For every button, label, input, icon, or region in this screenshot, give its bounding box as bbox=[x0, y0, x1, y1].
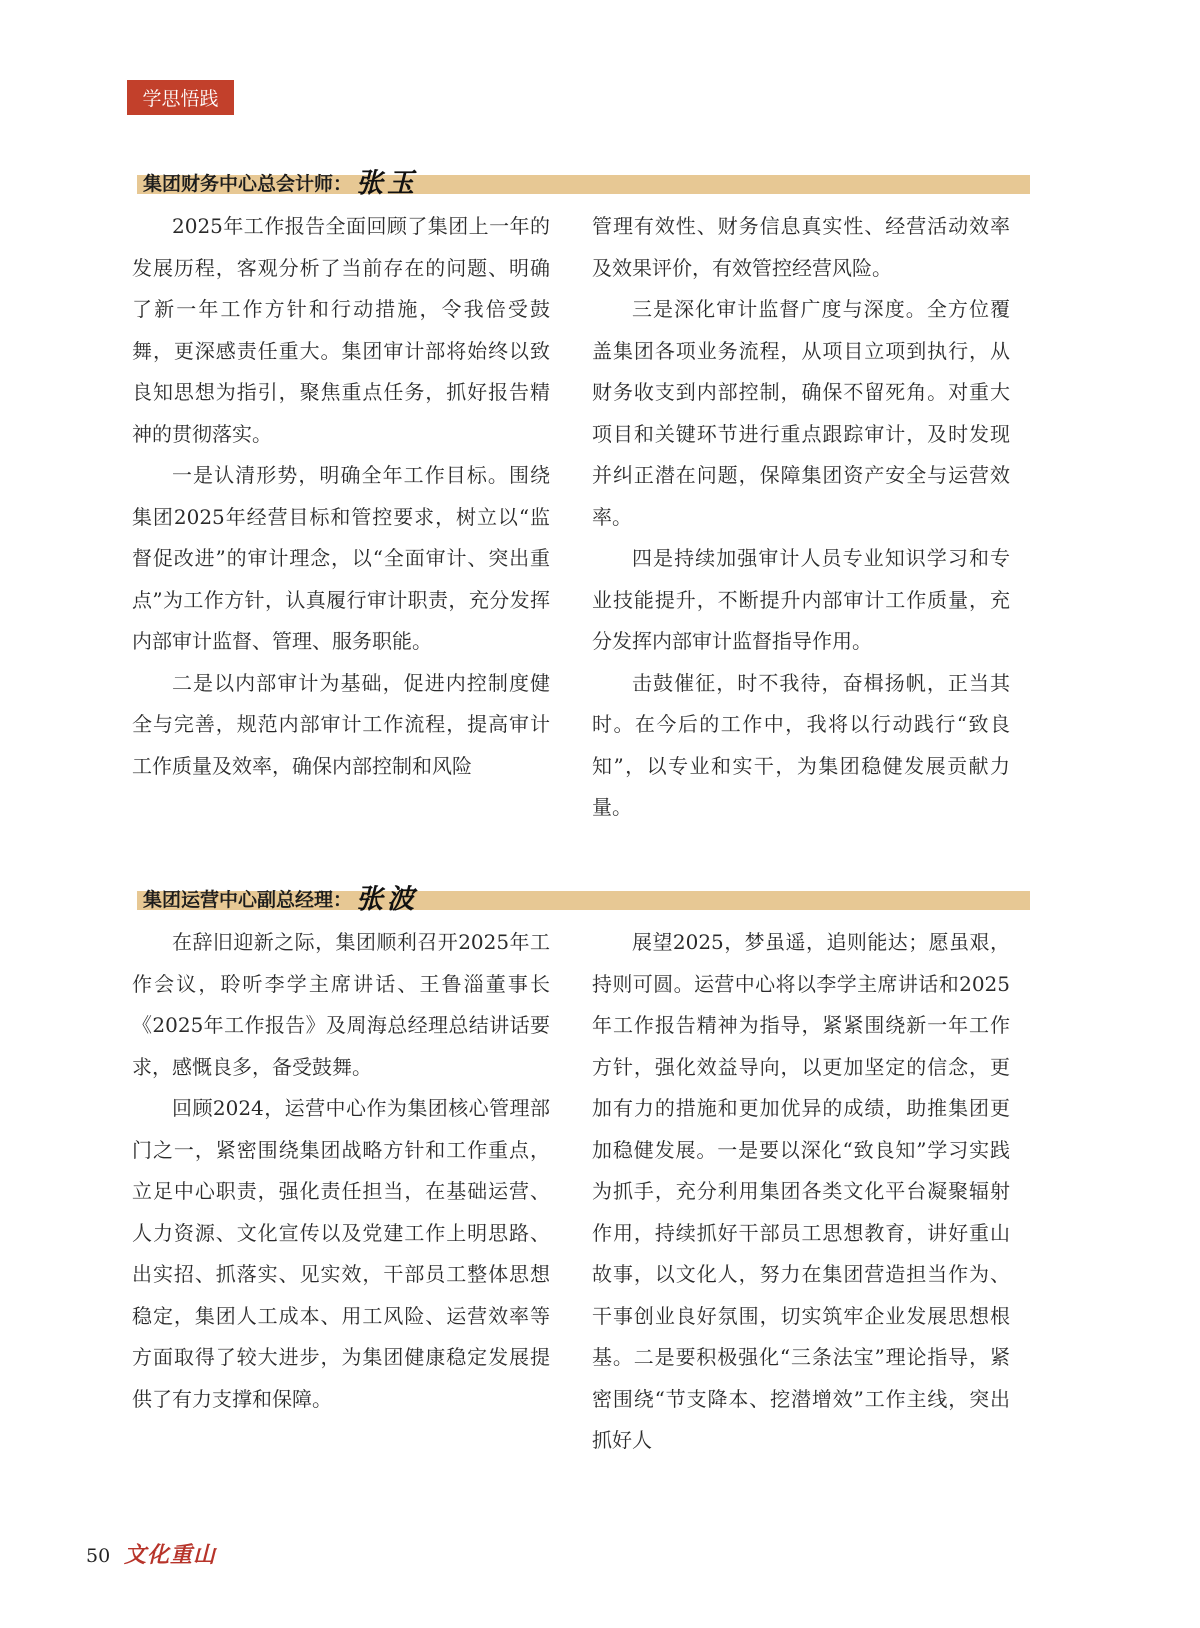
paragraph: 一是认清形势，明确全年工作目标。围绕集团2025年经营目标和管控要求，树立以“监督促改进”的审计理念，以“全面审计、突出重点”为工作方针，认真履行审计职责，充分发挥内部审计监督、管理、服务职能。 bbox=[132, 463, 550, 653]
paragraph: 展望2025，梦虽遥，追则能达；愿虽艰，持则可圆。运营中心将以李学主席讲话和2025年工作报告精神为指导，紧紧围绕新一年工作方针，强化效益导向，以更加坚定的信念，更加有力的措施和更加优异的成绩，助推集团更加稳健发展。一是要以深化“致良知”学习实践为抓手，充分利用集团各类文化平台凝聚辐射作用，持续抓好干部员工思想教育，讲好重山故事，以文化人，努力在集团营造担当作为、干事创业良好氛围，切实筑牢企业发展思想根基。二是要积极强化“三条法宝”理论指导，紧密围绕“节支降本、挖潜增效”工作主线，突出抓好人 bbox=[592, 930, 1010, 1452]
article1-left-column bbox=[132, 206, 550, 787]
paragraph: 2025年工作报告全面回顾了集团上一年的发展历程，客观分析了当前存在的问题、明确了新一年工作方针和行动措施，令我倍受鼓舞，更深感责任重大。集团审计部将始终以致良知思想为指引，聚焦重点任务，抓好报告精神的贯彻落实。 bbox=[132, 214, 550, 446]
magazine-logo: 文化重山 bbox=[124, 1542, 217, 1568]
paragraph: 击鼓催征，时不我待，奋楫扬帆，正当其时。在今后的工作中，我将以行动践行“致良知”，以专业和实干，为集团稳健发展贡献力量。 bbox=[592, 670, 1010, 819]
article2-right-column bbox=[592, 922, 1010, 1462]
article2-author-signature: 张波 bbox=[356, 884, 419, 915]
paragraph: 三是深化审计监督广度与深度。全方位覆盖集团各项业务流程，从项目立项到执行，从财务收支到内部控制，确保不留死角。对重大项目和关键环节进行重点跟踪审计，及时发现并纠正潜在问题，保障集团资产安全与运营效率。 bbox=[592, 297, 1010, 529]
article2-header bbox=[137, 883, 1030, 919]
paragraph: 二是以内部审计为基础，促进内控制度健全与完善，规范内部审计工作流程，提高审计工作质量及效率，确保内部控制和风险 bbox=[132, 670, 550, 778]
paragraph: 在辞旧迎新之际，集团顺利召开2025年工作会议，聆听李学主席讲话、王鲁淄董事长《2025年工作报告》及周海总经理总结讲话要求，感慨良多，备受鼓舞。 bbox=[132, 930, 550, 1079]
paragraph: 回顾2024，运营中心作为集团核心管理部门之一，紧密围绕集团战略方针和工作重点，立足中心职责，强化责任担当，在基础运营、人力资源、文化宣传以及党建工作上明思路、出实招、抓落实、见实效，干部员工整体思想稳定，集团人工成本、用工风险、运营效率等方面取得了较大进步，为集团健康稳定发展提供了有力支撑和保障。 bbox=[132, 1096, 550, 1411]
page-number: 50 bbox=[86, 1545, 111, 1567]
article1-author-signature: 张玉 bbox=[356, 168, 419, 199]
section-tag: 学思悟践 bbox=[127, 80, 234, 115]
article1-header bbox=[137, 167, 1030, 203]
article2-left-column bbox=[132, 922, 550, 1420]
article1-right-column bbox=[592, 206, 1010, 829]
paragraph: 四是持续加强审计人员专业知识学习和专业技能提升，不断提升内部审计工作质量，充分发挥内部审计监督指导作用。 bbox=[592, 546, 1010, 653]
article1-title: 集团财务中心总会计师： bbox=[143, 173, 353, 195]
article2-title: 集团运营中心副总经理： bbox=[143, 889, 353, 911]
paragraph: 管理有效性、财务信息真实性、经营活动效率及效果评价，有效管控经营风险。 bbox=[592, 214, 1010, 280]
